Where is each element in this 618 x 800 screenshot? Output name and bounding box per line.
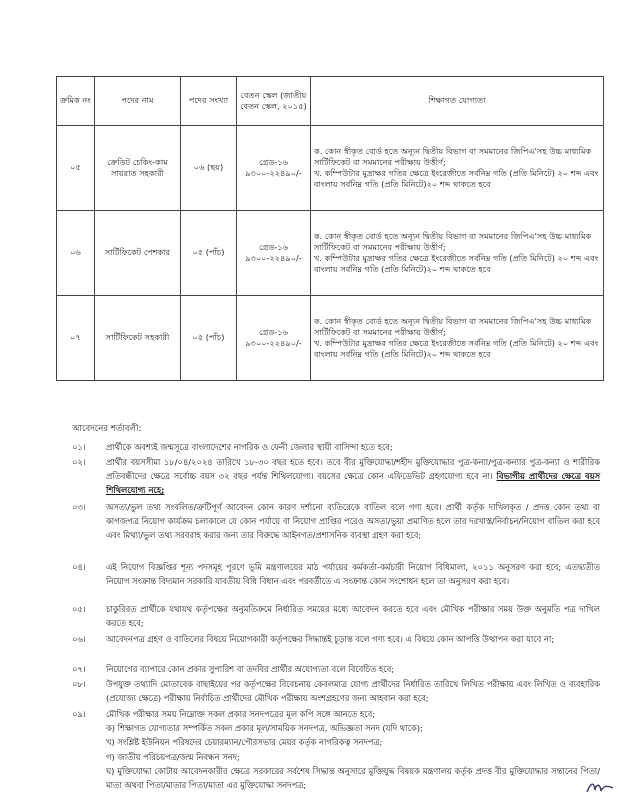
condition-item (72, 662, 600, 676)
cell-pay-scale (237, 296, 311, 381)
condition-number: ০৫। (72, 604, 86, 614)
cell-post-count: ০৫ (পাঁচ) (181, 211, 237, 296)
condition-sub-item: গ) জাতীয় পরিচয়পত্র/জন্ম নিবন্ধন সনদ; (106, 751, 240, 762)
header-serial: ক্রমিক নং (57, 77, 95, 126)
condition-item (72, 440, 600, 454)
cell-serial: ০৫ (57, 126, 95, 211)
scale-text: ৯৩০০-২২৪৯০/- (245, 253, 302, 263)
qualification-b: খ. কম্পিউটার মুদ্রাক্ষর গতির ক্ষেত্রে ইংরেজীতে সর্বনিম্ন গতি (প্রতি মিনিটে) ২০ শব্দ এবং বাংলায় সর্বনিম্ন গতি (প্রতি মিনিটে)২০ শব্দ থাকতে হবে (314, 338, 599, 360)
signature-mark (585, 780, 615, 796)
header-post-count: পদের সংখ্যা (181, 77, 237, 126)
cell-post-name: সার্টিফিকেট পেশকার (95, 211, 181, 296)
scale-text: ৯৩০০-২২৪৯০/- (245, 168, 302, 178)
condition-item (72, 632, 600, 646)
header-pay-scale: বেতন স্কেল (জাতীয় বেতন স্কেল, ২০১৫) (237, 77, 311, 126)
grade-text: গ্রেড-১৬ (258, 241, 289, 252)
grade-text: গ্রেড-১৬ (258, 326, 289, 337)
table-row (57, 296, 604, 381)
condition-text (106, 707, 600, 792)
table-row (57, 126, 604, 211)
cell-serial: ০৭ (57, 296, 95, 381)
table-row (57, 211, 604, 296)
cell-post-count: ০৫ (পাঁচ) (181, 296, 237, 381)
condition-item (72, 707, 600, 792)
cell-post-name: সার্টিফিকেট সহকারী (95, 296, 181, 381)
condition-number: ০৯। (72, 709, 86, 719)
cell-pay-scale (237, 126, 311, 211)
conditions-title: আবেদনের শর্তাবলী: (72, 424, 142, 434)
condition-sub-item: খ) সংশ্লিষ্ট ইউনিয়ন পরিষদের চেয়ারম্যান/পৌরসভার মেয়র কর্তৃক নাগরিকত্ব সনদপত্র; (106, 737, 383, 748)
cell-post-count: ০৬ (ছয়) (181, 126, 237, 211)
condition-text: এই নিয়োগ বিজ্ঞপ্তির শূন্য পদসমূহ পূরণে ভূমি মন্ত্রণালয়ের মাঠ পর্যায়ের কর্মকর্তা-কর্মচারী নিয়োগ বিধিমালা, ২০১১ অনুসরণ করা হবে; এতদ্ব্যতীত নিয়োগ সংক্রান্ত বিদ্যমান সরকারি যাবতীয় বিধি বিধান এবং পরবর্তীতে এ সংক্রান্ত কোন সংশোধন হলে তা অনুসরণ করা হবে। (106, 562, 600, 587)
posts-table (56, 76, 604, 381)
cell-post-name: ক্রেডিট চেকিং-কাম সায়রাত সহকারী (95, 126, 181, 211)
cell-qualification (311, 296, 604, 381)
condition-text-main: প্রার্থীর বয়সসীমা ১৮/০৪/২০২৪ তারিখে ১৮-৩০ বছর হতে হবে। তবে বীর মুক্তিযোদ্ধা/শহীদ মুক্তিযোদ্ধার পুত্র-কন্যা/পুত্র-কন্যার পুত্র-কন্যা ও শারীরিক প্রতিবন্ধীদের ক্ষেত্রে সর্বোচ্চ বয়স ৩২ বছর পর্যন্ত শিথিলযোগ্য। বয়সের ক্ষেত্রে কোন এফিডেভিট গ্রহণযোগ্য হবে না। (106, 457, 600, 482)
condition-number: ০৭। (72, 664, 86, 674)
condition-sub-item: ঘ) মুক্তিযোদ্ধা কোটায় আবেদনকারীর ক্ষেত্রে সরকারের সর্বশেষ সিদ্ধান্ত অনুসারে মুক্তিযুদ্ধ বিষয়ক মন্ত্রণালয় কর্তৃক প্রদত্ত বীর মুক্তিযোদ্ধার সন্তানের পিতা/মাতা অথবা পিতা/মাতার পিতা/মাতা এর মুক্তিযোদ্ধা সনদপত্র; (106, 765, 600, 791)
cell-qualification (311, 126, 604, 211)
table-header-row (57, 77, 604, 126)
condition-number: ০৬। (72, 634, 86, 644)
header-qualification: শিক্ষাগত যোগ্যতা (311, 77, 604, 126)
condition-text-bold: বিভাগীয় প্রার্থীদের ক্ষেত্রে বয়স শিথিলযোগ্য নহে; (106, 471, 600, 496)
qualification-a: ক. কোন স্বীকৃত বোর্ড হতে অন্যূন দ্বিতীয় বিভাগ বা সমমানের জিপিএ'সহ উচ্চ মাধ্যমিক সার্টিফিকেট বা সমমানের পরীক্ষায় উত্তীর্ণ; (314, 145, 592, 167)
qualification-b: খ. কম্পিউটার মুদ্রাক্ষর গতির ক্ষেত্রে ইংরেজীতে সর্বনিম্ন গতি (প্রতি মিনিটে) ২০ শব্দ এবং বাংলায় সর্বনিম্ন গতি (প্রতি মিনিটে)২০ শব্দ থাকতে হবে (314, 253, 599, 275)
condition-item (72, 455, 600, 498)
condition-item (72, 677, 600, 705)
condition-number: ০৩। (72, 502, 86, 512)
scale-text: ৯৩০০-২২৪৯০/- (245, 338, 302, 348)
condition-text: উপযুক্ত তথ্যাদি মোতাবেক বাছাইয়ের পর কর্তৃপক্ষের বিবেচনায় কেবলমাত্র যোগ্য প্রার্থীদের নির্ধারিত তারিখে লিখিত পরীক্ষায় এবং লিখিত ও ব্যবহারিক (প্রযোজ্য ক্ষেত্রে) পরীক্ষায় নির্বাচিত প্রার্থীদের মৌখিক পরীক্ষায় অংশগ্রহণের জন্য আহবান করা হবে; (106, 679, 600, 704)
condition-item (72, 602, 600, 630)
header-post-name: পদের নাম (95, 77, 181, 126)
condition-text: নিয়োগের ব্যাপারে কোন প্রকার সুপারিশ বা তদবির প্রার্থীর অযোগ্যতা বলে বিবেচিত হবে; (106, 664, 395, 674)
condition-text (106, 455, 600, 498)
condition-text: প্রার্থীকে অবশ্যই জন্মসূত্রে বাংলাদেশের নাগরিক ও ফেনী জেলার স্থায়ী বাসিন্দা হতে হবে; (106, 442, 393, 452)
condition-text: চাকুরিরত প্রার্থীকে যথাযথ কর্তৃপক্ষের অনুমতিক্রমে নির্ধারিত সময়ের মধ্যে আবেদন করতে হবে এবং মৌখিক পরীক্ষার সময় উক্ত অনুমতি পত্র দাখিল করতে হবে; (106, 604, 600, 629)
condition-number: ০৪। (72, 562, 86, 572)
condition-number: ০৮। (72, 679, 86, 689)
qualification-a: ক. কোন স্বীকৃত বোর্ড হতে অন্যূন দ্বিতীয় বিভাগ বা সমমানের জিপিএ'সহ উচ্চ মাধ্যমিক সার্টিফিকেট বা সমমানের পরীক্ষায় উত্তীর্ণ; (314, 230, 592, 252)
qualification-a: ক. কোন স্বীকৃত বোর্ড হতে অন্যূন দ্বিতীয় বিভাগ বা সমমানের জিপিএ'সহ উচ্চ মাধ্যমিক সার্টিফিকেট বা সমমানের পরীক্ষায় উত্তীর্ণ; (314, 315, 592, 337)
condition-text-main: মৌখিক পরীক্ষার সময় নিম্নোক্ত সকল প্রকার সনদপত্রের মূল কপি সঙ্গে আনতে হবে; (106, 709, 375, 719)
condition-number: ০২। (72, 457, 86, 467)
qualification-b: খ. কম্পিউটার মুদ্রাক্ষর গতির ক্ষেত্রে ইংরেজীতে সর্বনিম্ন গতি (প্রতি মিনিটে) ২০ শব্দ এবং বাংলায় সর্বনিম্ন গতি (প্রতি মিনিটে)২০ শব্দ থাকতে হবে (314, 168, 599, 190)
cell-pay-scale (237, 211, 311, 296)
grade-text: গ্রেড-১৬ (258, 156, 289, 167)
condition-text: অসত্য/ভুল তথ্য সংবলিত/ত্রুটিপূর্ণ আবেদন কোন কারণ দর্শানো ব্যতিরেকে বাতিল বলে গণ্য হবে। প্রার্থী কর্তৃক দাখিলকৃত / প্রদত্ত কোন তথ্য বা কাগজপত্র নিয়োগ কার্যক্রম চলাকালে যে কোন পর্যায়ে বা নিয়োগ প্রাপ্তির পরেও অসত্য/ভুয়া প্রমাণিত হলে তার দরখাস্ত/নির্বাচন/নিয়োগ বাতিল করা হবে এবং মিথ্যা/ভুল তথ্য সরবরাহ করার জন্য তার বিরুদ্ধে আইনগত/প্রশাসনিক ব্যবস্থা গ্রহণ করা হবে; (106, 502, 600, 541)
condition-item (72, 500, 600, 543)
condition-item (72, 560, 600, 588)
condition-text: আবেদনপত্র গ্রহণ ও বাতিলের বিষয়ে নিয়োগকারী কর্তৃপক্ষের সিদ্ধান্তই চূড়ান্ত বলে গণ্য হবে। এ বিষয়ে কোন আপত্তি উত্থাপন করা যাবে না; (106, 634, 555, 644)
condition-sub-item: ক) শিক্ষাগত যোগ্যতার সম্পর্কিত সকল প্রকার মূল/সাময়িক সনদপত্র, অভিজ্ঞতা সনদ (যদি থাকে); (106, 723, 423, 734)
cell-qualification (311, 211, 604, 296)
condition-number: ০১। (72, 442, 86, 452)
cell-serial: ০৬ (57, 211, 95, 296)
